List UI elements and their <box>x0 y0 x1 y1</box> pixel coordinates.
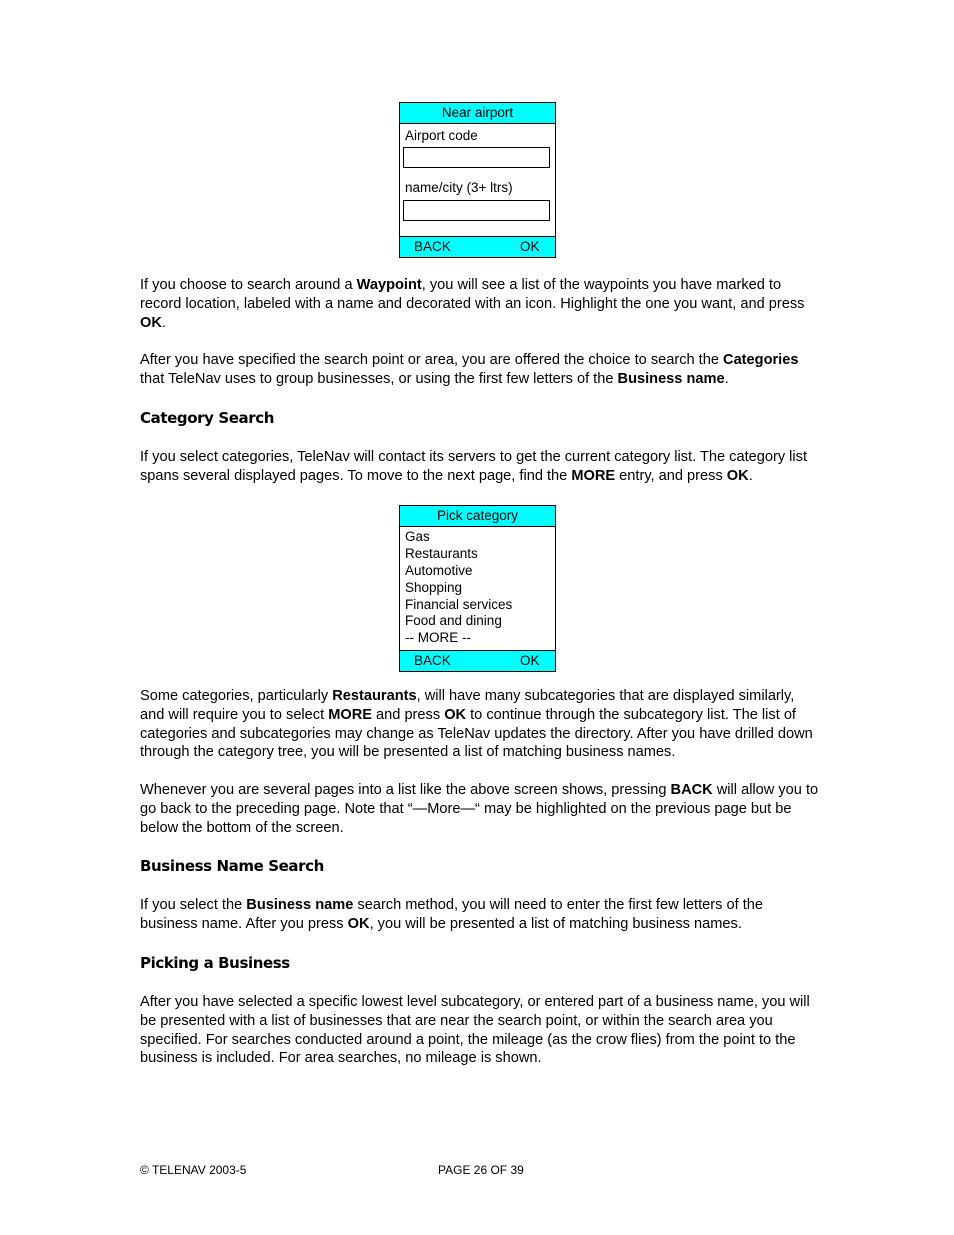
paragraph-search-choice: After you have specified the search point or area, you are offered the choice to search the Categories that TeleNav uses to group businesses, or using the first few letters of the Business name. <box>140 352 799 387</box>
screen-title: Pick category <box>400 506 555 527</box>
footer-copyright: © TELENAV 2003-5 <box>140 1163 247 1177</box>
paragraph-business-name: If you select the Business name search method, you will need to enter the first few letters of the business name. After you press OK, you will be presented a list of matching business names. <box>140 897 764 932</box>
pick-category-screen <box>399 505 556 672</box>
paragraph-category: If you select categories, TeleNav will contact its servers to get the current category list. The category list spans several displayed pages. To move to the next page, find the MORE entry, and press OK. <box>140 449 808 484</box>
name-city-input[interactable] <box>403 200 550 221</box>
name-city-label: name/city (3+ ltrs) <box>405 179 513 195</box>
heading-picking-business: Picking a Business <box>140 954 290 972</box>
category-item-shopping[interactable]: Shopping <box>405 579 463 595</box>
airport-code-label: Airport code <box>405 128 478 143</box>
back-softkey[interactable]: BACK <box>414 238 451 254</box>
back-softkey[interactable]: BACK <box>414 653 451 669</box>
category-item-food-and-dining[interactable]: Food and dining <box>405 613 502 629</box>
ok-softkey[interactable]: OK <box>520 238 540 254</box>
softkey-bar <box>400 650 555 671</box>
category-item-restaurants[interactable]: Restaurants <box>405 545 478 561</box>
screen-title: Near airport <box>400 103 555 124</box>
paragraph-waypoint: If you choose to search around a Waypoint, you will see a list of the waypoints you have marked to record location, labeled with a name and decorated with an icon. Highlight the one you want, and press OK. <box>140 277 805 331</box>
paragraph-subcategories: Some categories, particularly Restaurants, will have many subcategories that are displayed similarly, and will require you to select MORE and press OK to continue through the subcategory list. The list of categories and subcategories may change as TeleNav updates the directory. After you have drilled down through the category tree, you will be presented a list of matching business names. <box>140 688 813 761</box>
category-list <box>400 529 555 647</box>
category-item-gas[interactable]: Gas <box>405 529 430 544</box>
category-item-financial-services[interactable]: Financial services <box>405 596 513 612</box>
paragraph-back: Whenever you are several pages into a list like the above screen shows, pressing BACK will allow you to go back to the preceding page. Note that “—More—“ may be highlighted on the previous page but be below the bottom of the screen. <box>140 782 819 836</box>
category-item-more[interactable]: -- MORE -- <box>405 630 471 646</box>
footer-page-number: PAGE 26 OF 39 <box>438 1163 524 1177</box>
heading-category-search: Category Search <box>140 409 274 427</box>
softkey-bar <box>400 236 555 257</box>
ok-softkey[interactable]: OK <box>520 653 540 669</box>
airport-code-input[interactable] <box>403 147 550 168</box>
category-item-automotive[interactable]: Automotive <box>405 562 473 578</box>
near-airport-screen <box>399 102 556 258</box>
paragraph-picking: After you have selected a specific lowest level subcategory, or entered part of a business name, you will be presented with a list of businesses that are near the search point, or within the search area you specified. For searches conducted around a point, the mileage (as the crow flies) from the point to the business is included. For area searches, no mileage is shown. <box>140 994 810 1067</box>
heading-business-name-search: Business Name Search <box>140 857 324 875</box>
